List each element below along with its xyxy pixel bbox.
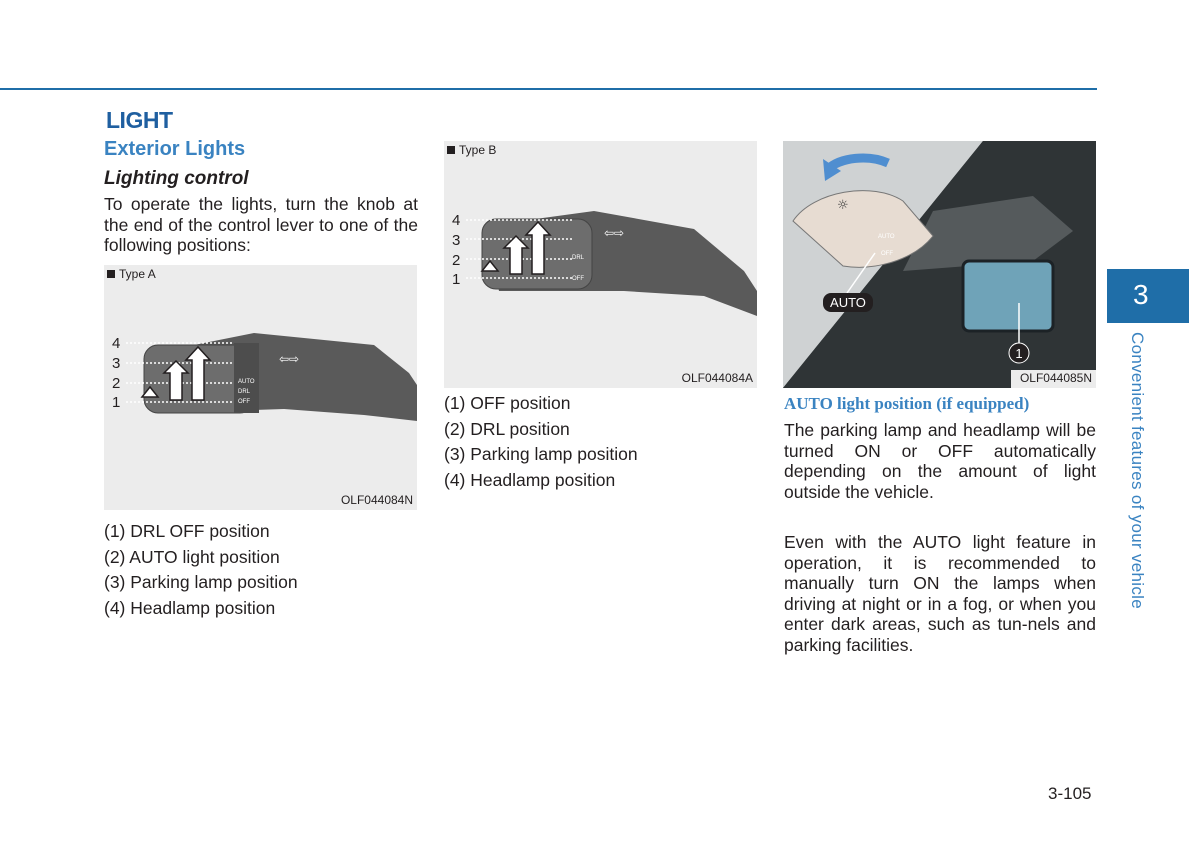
position-number: 3 (452, 232, 461, 249)
figure-type-a (104, 265, 417, 510)
section-heading: Exterior Lights (104, 138, 246, 160)
switch-label-off: OFF (238, 399, 250, 405)
chapter-tab (1107, 269, 1189, 323)
intro-paragraph: To operate the lights, turn the knob at the end of the control lever to one of the following positions: (104, 194, 418, 255)
auto-paragraph: Even with the AUTO light feature in operation, it is recommended to manually turn ON the lamps when driving at night or in a fog, or when you enter dark areas, such as tun-nels and parking facilities. (784, 532, 1096, 655)
page-title: LIGHT (106, 107, 173, 133)
position-number: 3 (112, 355, 121, 372)
list-item: (1) DRL OFF position (104, 521, 270, 541)
switch-label-off: OFF (572, 276, 584, 282)
svg-text:⇦⇨: ⇦⇨ (604, 226, 625, 240)
svg-text:☼: ☼ (837, 198, 849, 213)
lever-illustration (444, 141, 757, 388)
square-bullet-icon (447, 146, 455, 154)
figure-code: OLF044084N (340, 493, 413, 507)
square-bullet-icon (107, 270, 115, 278)
position-number: 4 (452, 212, 461, 229)
header-rule (0, 88, 1097, 90)
list-item: (4) Headlamp position (444, 469, 616, 490)
figure-auto-photo (783, 141, 1096, 388)
position-number: 4 (112, 335, 121, 352)
chapter-title: Convenient features of your vehicle (1128, 332, 1147, 609)
figure-type-label: Type A (107, 267, 156, 281)
figure-type-b (444, 141, 757, 388)
lever-illustration (104, 265, 417, 510)
switch-label-auto: AUTO (238, 379, 255, 385)
list-item: (2) DRL position (444, 418, 570, 439)
list-item: (3) Parking lamp position (104, 572, 298, 592)
position-number: 1 (452, 271, 461, 288)
position-list-b (444, 391, 638, 493)
position-number: 2 (112, 375, 121, 392)
auto-sensor-illustration (783, 141, 1096, 388)
figure-code: OLF044085N (1019, 371, 1092, 385)
position-number: 2 (452, 252, 461, 269)
switch-label-off: OFF (881, 251, 893, 257)
svg-text:⇦⇨: ⇦⇨ (279, 352, 300, 366)
chapter-side-title (1127, 332, 1151, 622)
list-item: (2) AUTO light position (104, 546, 280, 567)
figure-code: OLF044084A (681, 371, 753, 385)
page-number: 3-105 (1048, 784, 1092, 803)
auto-callout-label: AUTO (830, 295, 866, 310)
list-item: (1) OFF position (444, 393, 571, 413)
auto-section-title: AUTO light position (if equipped) (784, 394, 1030, 413)
auto-paragraph: The parking lamp and headlamp will be turned ON or OFF automatically depending on the amount of light outside the vehicle. (784, 420, 1096, 502)
subsection-heading: Lighting control (104, 168, 249, 189)
position-list-a (104, 519, 298, 621)
switch-label-drl: DRL (238, 389, 251, 395)
position-number: 1 (112, 394, 121, 411)
sensor-callout-number: 1 (1015, 346, 1023, 361)
chapter-number: 3 (1133, 279, 1149, 310)
list-item: (4) Headlamp position (104, 597, 276, 618)
switch-label-auto: AUTO (878, 234, 895, 240)
switch-label-drl: DRL (572, 255, 585, 261)
figure-type-label: Type B (447, 143, 496, 157)
list-item: (3) Parking lamp position (444, 444, 638, 464)
